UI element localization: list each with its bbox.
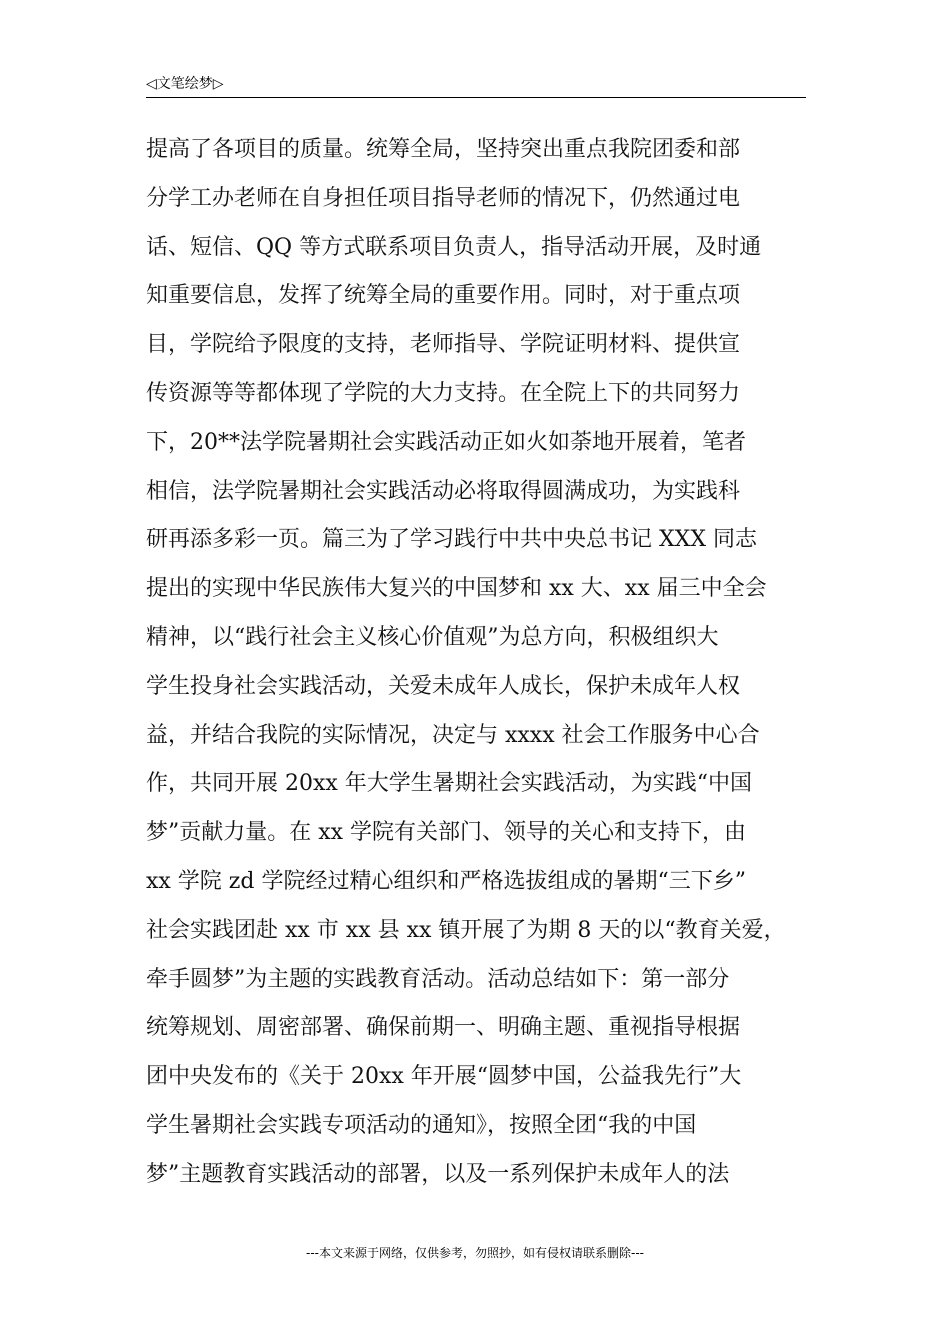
text-line: 梦”贡献力量。在 xx 学院有关部门、领导的关心和支持下，由 xyxy=(146,820,747,846)
text-line: 提高了各项目的质量。统筹全局，坚持突出重点我院团委和部 xyxy=(146,137,741,162)
text-line: 作，共同开展 20xx 年大学生暑期社会实践活动，为实践“中国 xyxy=(146,771,753,797)
text-line: 牵手圆梦”为主题的实践教育活动。活动总结如下：第一部分 xyxy=(146,966,730,992)
text-line: 学生暑期社会实践专项活动的通知》，按照全团“我的中国 xyxy=(146,1112,697,1138)
header-divider xyxy=(146,97,806,98)
text-line: 知重要信息，发挥了统筹全局的重要作用。同时，对于重点项 xyxy=(146,283,741,309)
text-line: 提出的实现中华民族伟大复兴的中国梦和 xx 大、xx 届三中全会 xyxy=(146,576,767,602)
text-line: 话、短信、QQ 等方式联系项目负责人，指导活动开展，及时通 xyxy=(146,234,762,260)
body-text xyxy=(146,126,808,1200)
text-line: 学生投身社会实践活动，关爱未成年人成长，保护未成年人权 xyxy=(146,673,741,699)
text-line: xx 学院 zd 学院经过精心组织和严格选拔组成的暑期“三下乡” xyxy=(146,868,746,894)
page-header: ◁文笔绘梦▷ xyxy=(146,76,224,92)
text-line: 传资源等等都体现了学院的大力支持。在全院上下的共同努力 xyxy=(146,380,741,406)
text-line: 下，20**法学院暑期社会实践活动正如火如荼地开展着，笔者 xyxy=(146,429,746,455)
text-line: 梦”主题教育实践活动的部署，以及一系列保护未成年人的法 xyxy=(146,1161,730,1187)
text-line: 精神，以“践行社会主义核心价值观”为总方向，积极组织大 xyxy=(146,624,719,650)
text-line: 社会实践团赴 xx 市 xx 县 xx 镇开展了为期 8 天的以“教育关爱， xyxy=(146,917,786,943)
text-line: 目，学院给予限度的支持，老师指导、学院证明材料、提供宣 xyxy=(146,332,741,358)
page-footer: ---本文来源于网络，仅供参考，勿照抄，如有侵权请联系删除--- xyxy=(306,1246,644,1260)
text-line: 相信，法学院暑期社会实践活动必将取得圆满成功，为实践科 xyxy=(146,478,741,504)
text-line: 团中央发布的《关于 20xx 年开展“圆梦中国，公益我先行”大 xyxy=(146,1064,742,1090)
text-line: 分学工办老师在自身担任项目指导老师的情况下，仍然通过电 xyxy=(146,185,741,211)
text-line: 统筹规划、周密部署、确保前期一、明确主题、重视指导根据 xyxy=(146,1015,741,1041)
text-line: 研再添多彩一页。篇三为了学习践行中共中央总书记 XXX 同志 xyxy=(146,527,757,553)
text-line: 益，并结合我院的实际情况，决定与 xxxx 社会工作服务中心合 xyxy=(146,722,760,748)
